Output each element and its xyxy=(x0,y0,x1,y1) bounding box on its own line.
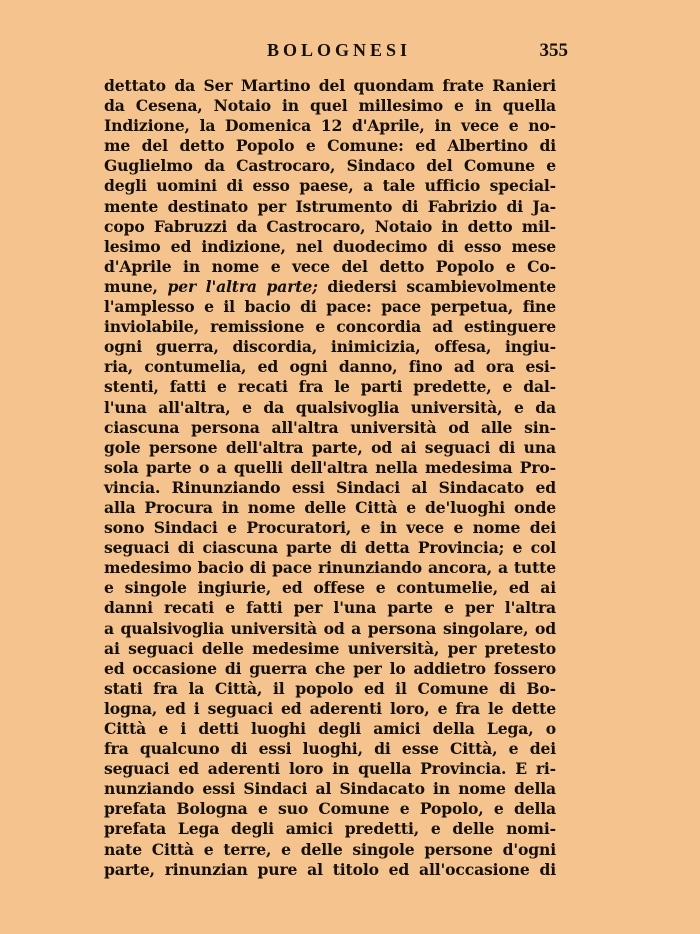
text-line: lesimo ed indizione, nel duodecimo di esso mese xyxy=(104,236,556,256)
text-line: nate Città e terre, e delle singole persone d'ogni xyxy=(104,839,556,859)
text-line: ai seguaci delle medesime università, per pretesto xyxy=(104,638,556,658)
text-line: danni recati e fatti per l'una parte e per l'altra xyxy=(104,598,556,618)
text-line: gole persone dell'altra parte, od ai seguaci di una xyxy=(104,437,556,457)
text-line: ed occasione di guerra che per lo addietro fossero xyxy=(104,658,556,678)
text-line: sono Sindaci e Procuratori, e in vece e nome dei xyxy=(104,518,556,538)
text-line: seguaci ed aderenti loro in quella Provincia. E ri- xyxy=(104,759,556,779)
text-line: prefata Lega degli amici predetti, e delle nomi- xyxy=(104,819,556,839)
text-line: l'amplesso e il bacio di pace: pace perpetua, fine xyxy=(104,297,556,317)
text-line-mixed xyxy=(104,277,556,297)
text-line: copo Fabruzzi da Castrocaro, Notaio in detto mil- xyxy=(104,216,556,236)
running-head xyxy=(104,40,568,66)
text-segment: mune, xyxy=(104,276,158,296)
text-line: stenti, fatti e recati fra le parti predette, e dal- xyxy=(104,377,556,397)
text-line: vincia. Rinunziando essi Sindaci al Sindacato ed xyxy=(104,477,556,497)
text-segment: diedersi scambievolmente xyxy=(327,276,556,296)
text-line: sola parte o a quelli dell'altra nella medesima Pro- xyxy=(104,457,556,477)
text-line: da Cesena, Notaio in quel millesimo e in quella xyxy=(104,96,556,116)
running-head-title: BOLOGNESI xyxy=(266,40,412,60)
text-line: degli uomini di esso paese, a tale ufficio special- xyxy=(104,176,556,196)
text-line: seguaci di ciascuna parte di detta Provincia; e col xyxy=(104,538,556,558)
text-line: e singole ingiurie, ed offese e contumelie, ed ai xyxy=(104,578,556,598)
text-line: ria, contumelia, ed ogni danno, fino ad ora esi- xyxy=(104,357,556,377)
text-line: dettato da Ser Martino del quondam frate Ranieri xyxy=(104,76,556,95)
text-line: me del detto Popolo e Comune: ed Albertino di xyxy=(104,136,556,156)
text-line: inviolabile, remissione e concordia ad estinguere xyxy=(104,317,556,337)
italic-phrase: per l'altra parte; xyxy=(167,276,318,296)
text-line: alla Procura in nome delle Città e de'luoghi onde xyxy=(104,497,556,517)
body-text xyxy=(104,76,556,880)
text-line: d'Aprile in nome e vece del detto Popolo e Co- xyxy=(104,256,556,276)
text-line: prefata Bologna e suo Comune e Popolo, e della xyxy=(104,799,556,819)
text-line: stati fra la Città, il popolo ed il Comune di Bo- xyxy=(104,678,556,698)
text-line: fra qualcuno di essi luoghi, di esse Città, e dei xyxy=(104,739,556,759)
page-number: 355 xyxy=(539,40,568,61)
text-line: Guglielmo da Castrocaro, Sindaco del Comune e xyxy=(104,156,556,176)
text-line: a qualsivoglia università od a persona singolare, od xyxy=(104,618,556,638)
text-line: medesimo bacio di pace rinunziando ancora, a tutte xyxy=(104,558,556,578)
text-line: parte, rinunzian pure al titolo ed all'occasione di xyxy=(104,859,556,879)
text-line: nunziando essi Sindaci al Sindacato in nome della xyxy=(104,779,556,799)
text-line: Indizione, la Domenica 12 d'Aprile, in vece e no- xyxy=(104,116,556,136)
text-line: logna, ed i seguaci ed aderenti loro, e fra le dette xyxy=(104,698,556,718)
text-line: ciascuna persona all'altra università od alle sin- xyxy=(104,417,556,437)
text-line: Città e i detti luoghi degli amici della Lega, o xyxy=(104,719,556,738)
text-line: mente destinato per Istrumento di Fabrizio di Ja- xyxy=(104,196,556,216)
text-line: l'una all'altra, e da qualsivoglia università, e da xyxy=(104,397,556,417)
text-line: ogni guerra, discordia, inimicizia, offesa, ingiu- xyxy=(104,337,556,357)
